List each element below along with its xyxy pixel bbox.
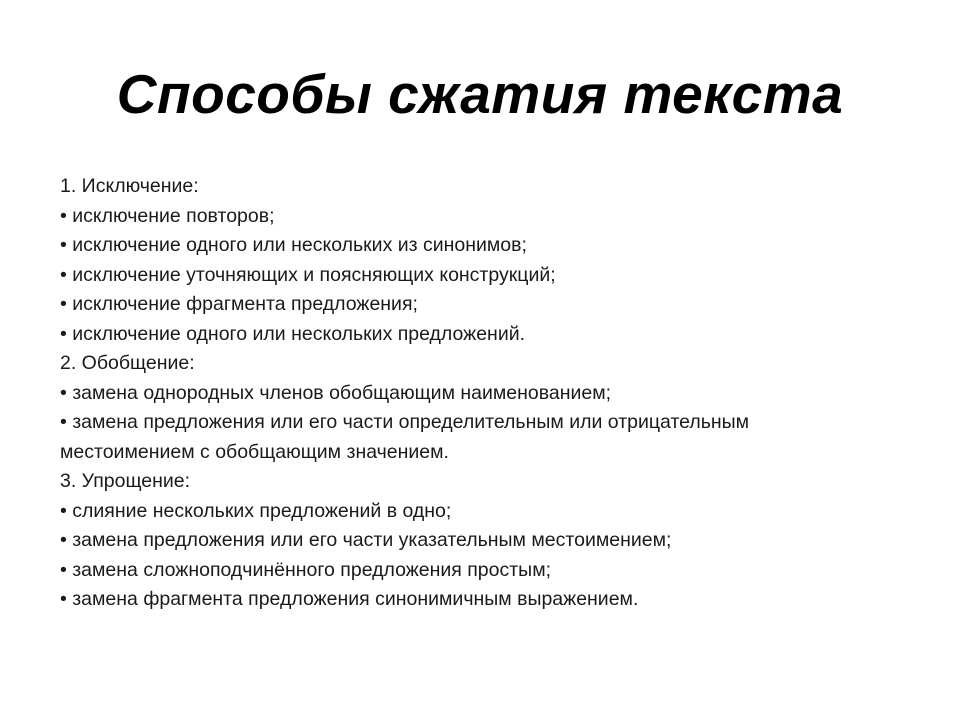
- list-item: • слияние нескольких предложений в одно;: [60, 499, 452, 522]
- list-item: • исключение одного или нескольких из синонимов;: [60, 234, 527, 256]
- section-heading-simplification: 3. Упрощение:: [60, 470, 191, 492]
- list-item: • исключение уточняющих и поясняющих конструкций;: [60, 263, 556, 286]
- list-item-continuation: местоимением с обобщающим значением.: [60, 440, 449, 463]
- list-item: • исключение повторов;: [60, 204, 275, 227]
- list-item: • замена фрагмента предложения синонимичным выражением.: [60, 588, 639, 610]
- section-heading-exclusion: 1. Исключение:: [60, 175, 199, 197]
- list-item: • замена предложения или его части указательным местоимением;: [60, 529, 672, 551]
- list-item: • исключение одного или нескольких предложений.: [60, 322, 526, 345]
- list-item: • исключение фрагмента предложения;: [60, 293, 418, 315]
- section-heading-generalization: 2. Обобщение:: [60, 352, 195, 374]
- list-item: • замена сложноподчинённого предложения простым;: [60, 558, 552, 581]
- list-item: • замена предложения или его части определительным или отрицательным: [60, 411, 750, 433]
- slide-content: [60, 172, 920, 615]
- slide-title: Способы сжатия текста: [116, 63, 844, 125]
- list-item: • замена однородных членов обобщающим наименованием;: [60, 381, 612, 404]
